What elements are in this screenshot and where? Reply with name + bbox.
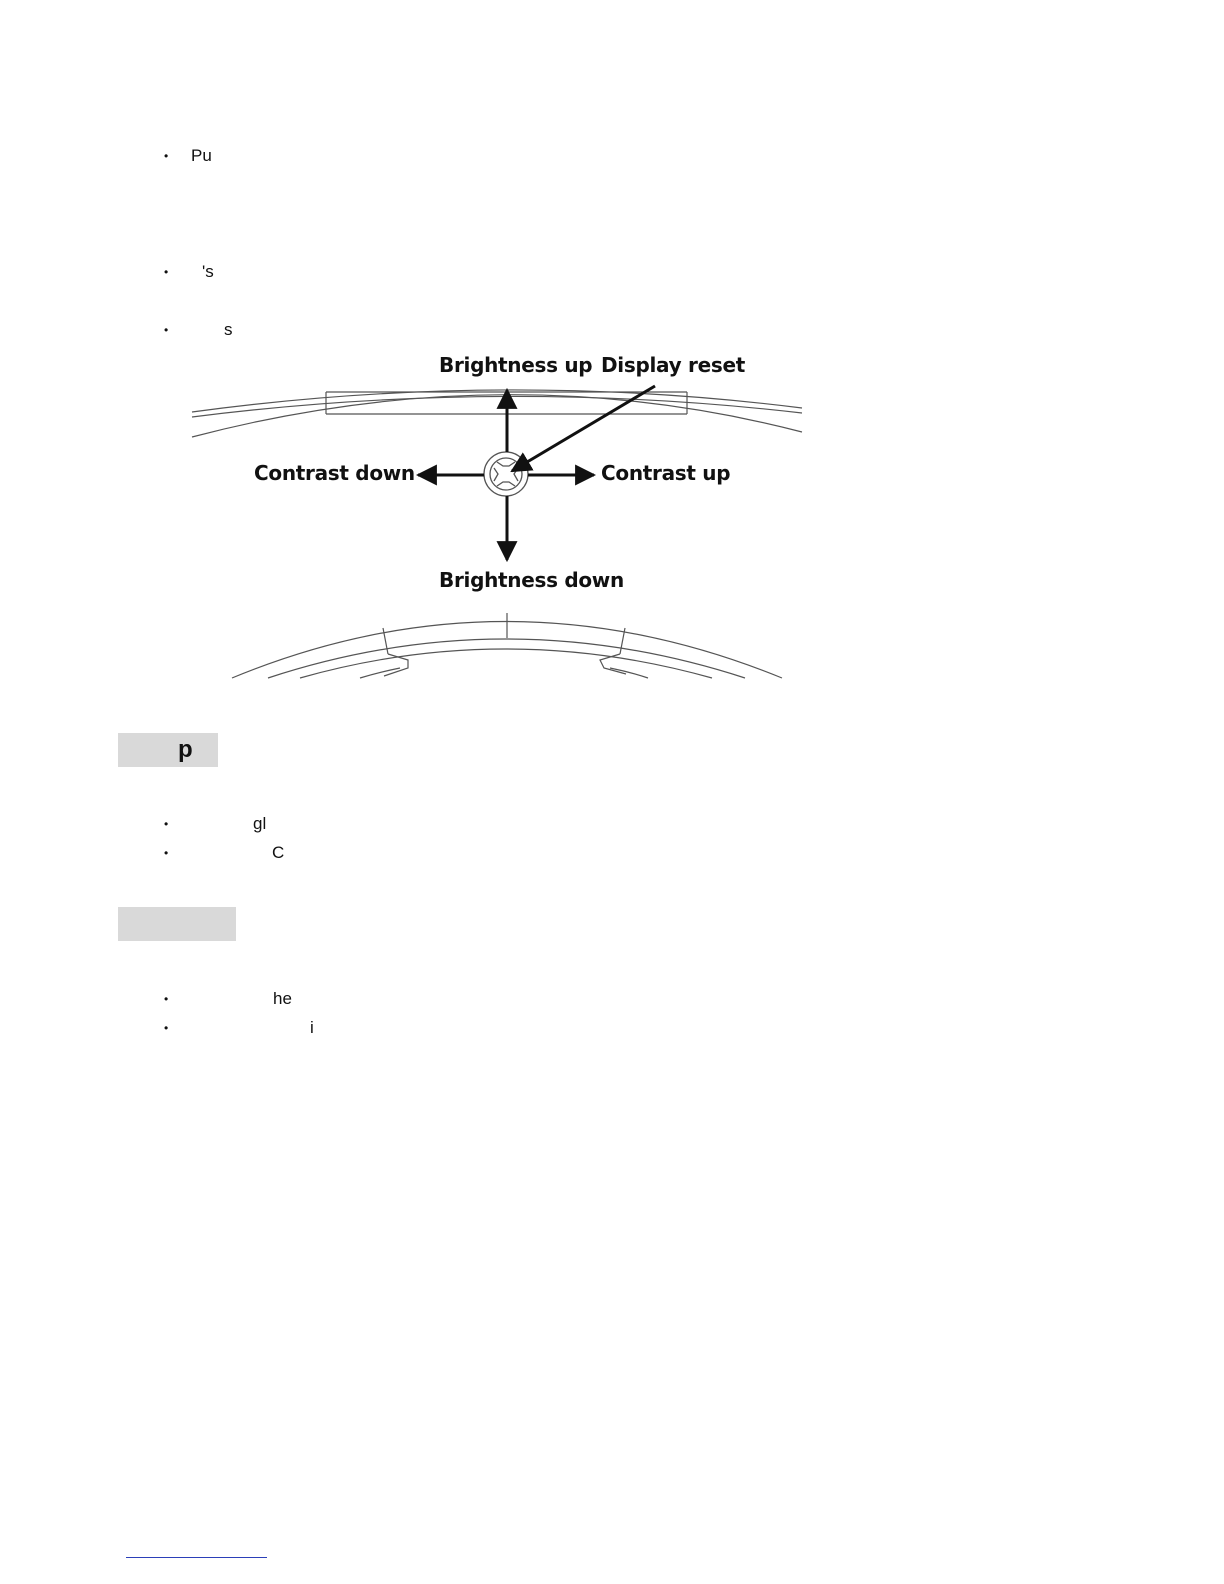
bullet-text: C — [272, 843, 285, 862]
contrast-up-label: Contrast up — [601, 461, 731, 485]
bullet-item — [164, 843, 364, 863]
bullet-text: 's — [202, 262, 214, 281]
footer-link-underline[interactable] — [126, 1557, 267, 1558]
bullet-marker: • — [164, 1021, 169, 1035]
bullet-text: s — [224, 320, 233, 339]
contrast-down-label: Contrast down — [254, 461, 415, 485]
section-heading — [118, 733, 218, 767]
display-reset-label: Display reset — [601, 353, 745, 377]
joystick-diagram — [0, 0, 1224, 700]
bullet-item — [164, 814, 364, 834]
bullet-marker: • — [164, 323, 169, 337]
joystick-diagram-drawing — [0, 0, 1224, 700]
bullet-marker: • — [164, 817, 169, 831]
bullet-item — [164, 989, 364, 1009]
bullet-marker: • — [164, 846, 169, 860]
bullet-marker: • — [164, 265, 169, 279]
brightness-up-label: Brightness up — [439, 353, 593, 377]
bullet-text: he — [273, 989, 292, 1008]
joystick-knob — [484, 452, 528, 496]
bullet-text: i — [310, 1018, 314, 1037]
brightness-down-label: Brightness down — [439, 568, 624, 592]
lower-housing-outline — [232, 613, 782, 678]
bullet-marker: • — [164, 992, 169, 1006]
section-heading-text: p — [178, 736, 193, 763]
bullet-text: Pu — [191, 146, 212, 165]
upper-housing-outline — [192, 390, 802, 437]
bullet-text: gl — [253, 814, 267, 833]
section-heading — [118, 907, 236, 941]
bullet-marker: • — [164, 149, 169, 163]
bullet-item — [164, 1018, 364, 1038]
